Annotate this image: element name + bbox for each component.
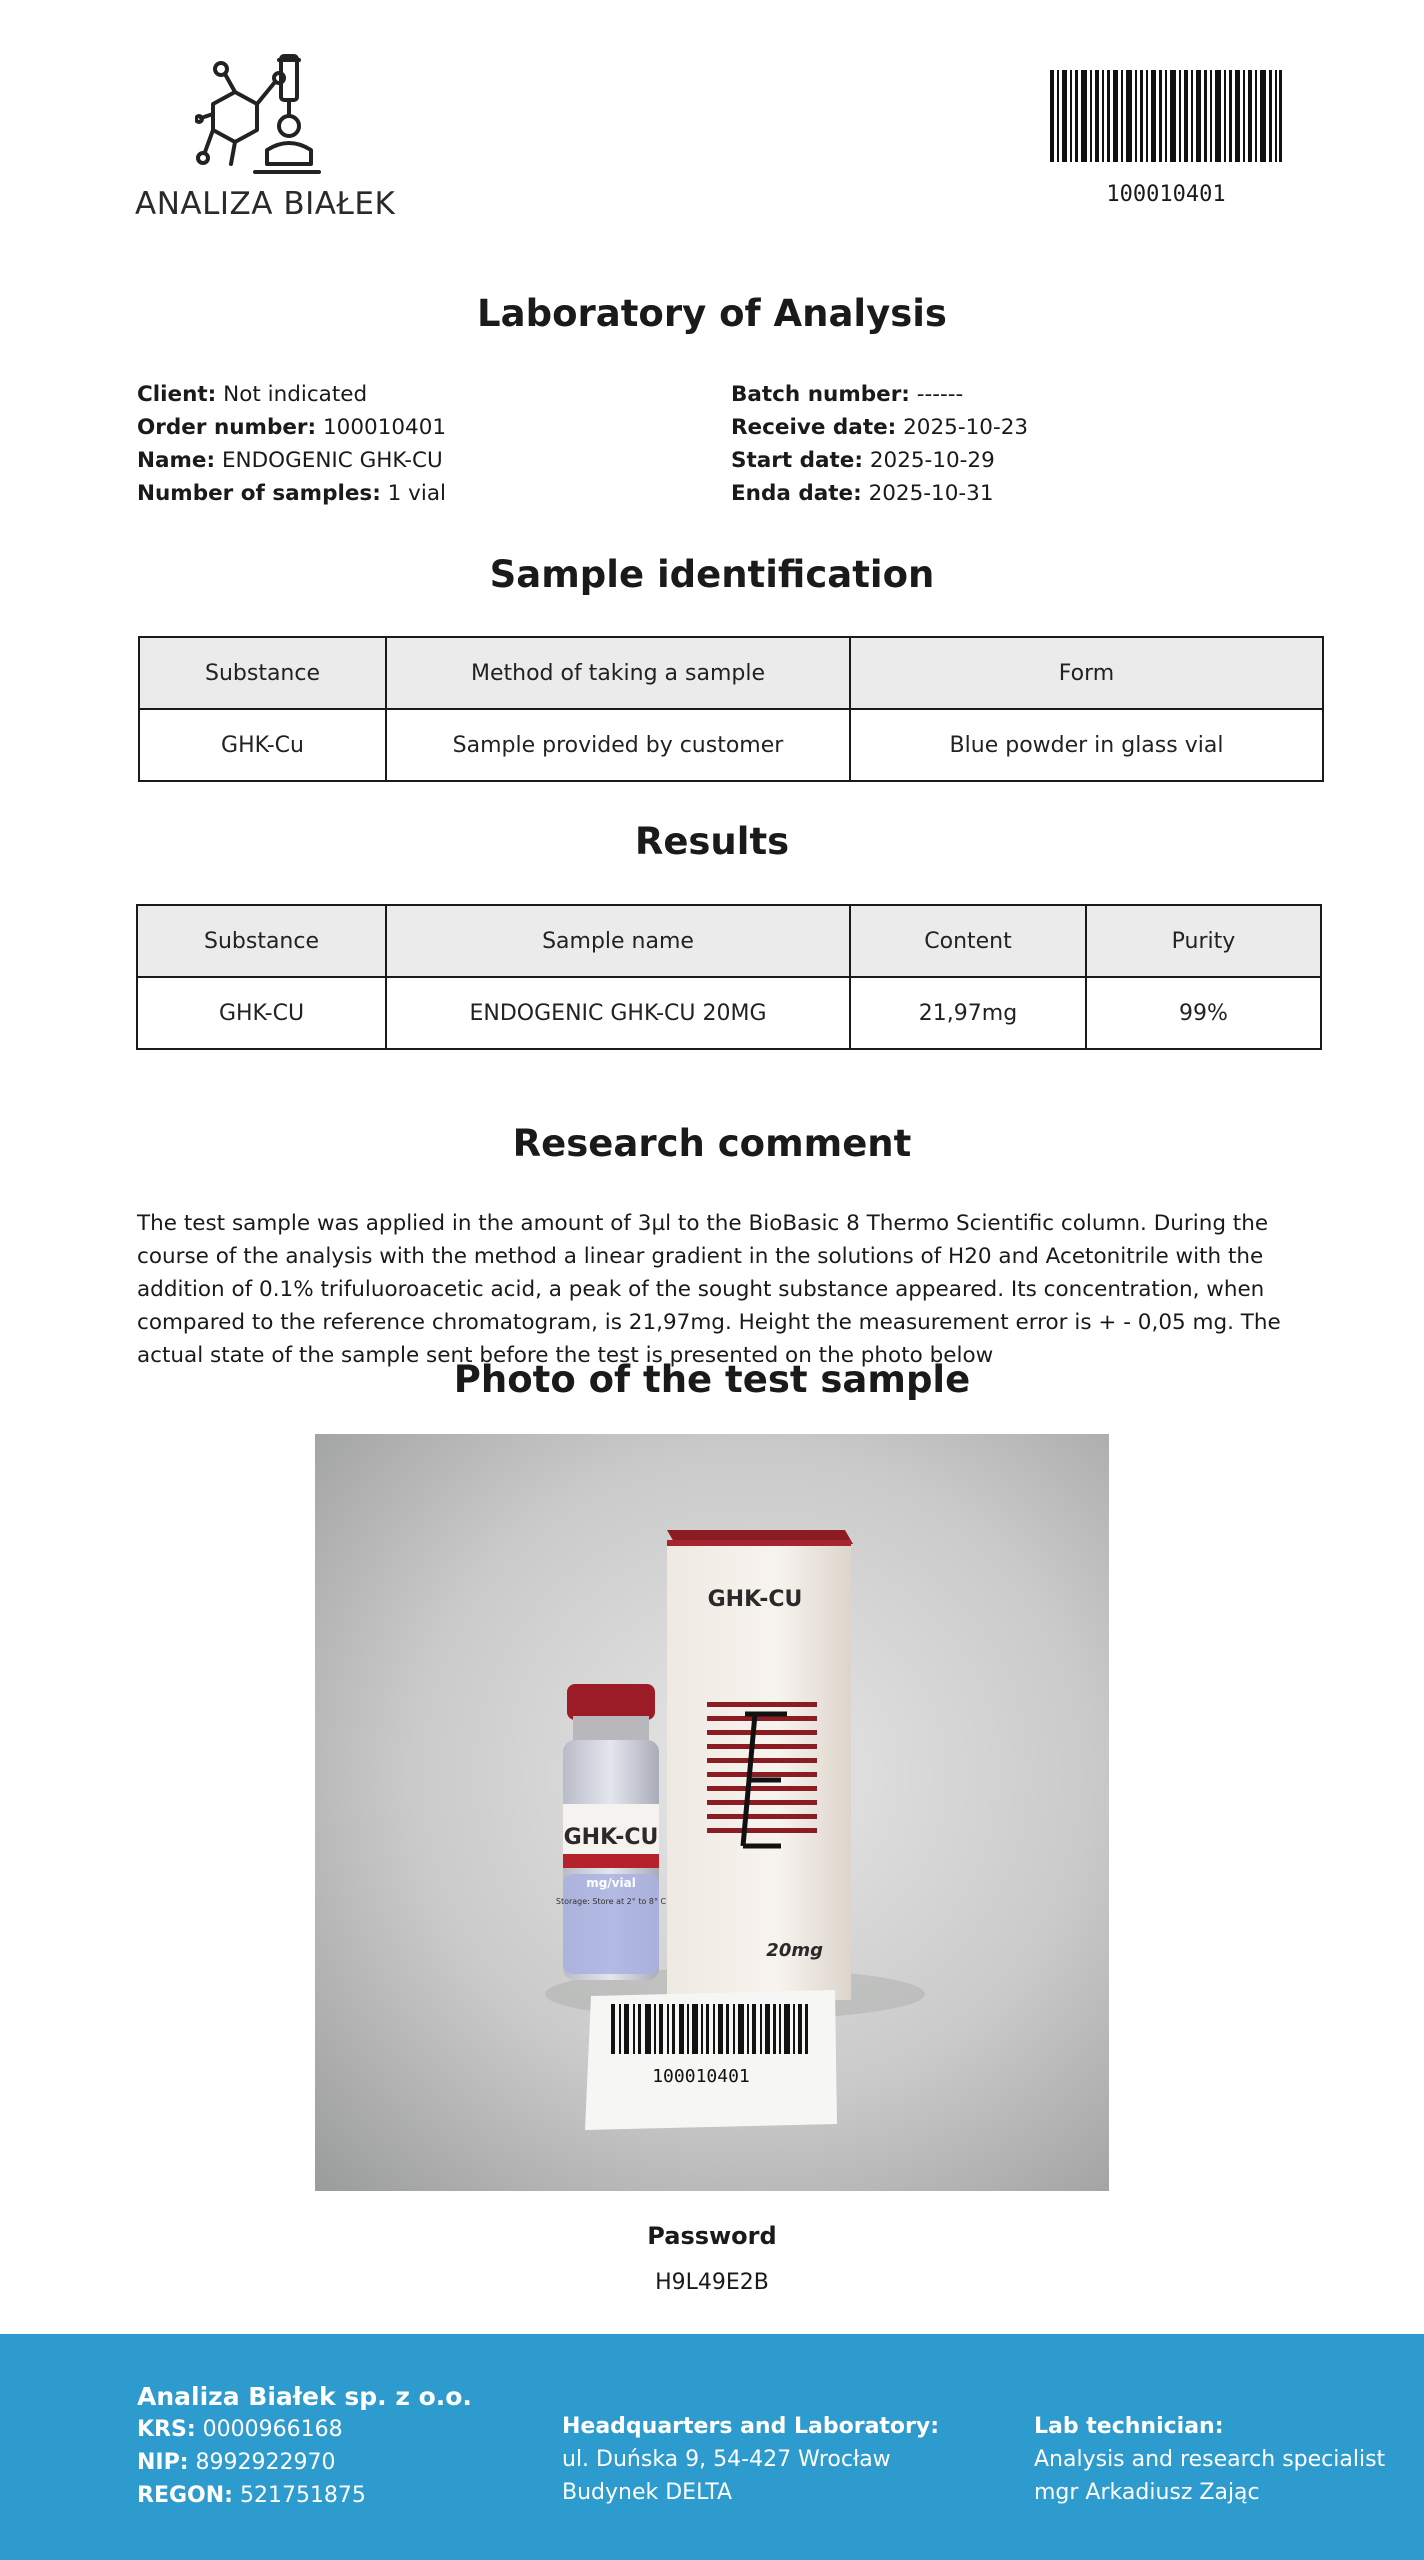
table-header-cell: Substance — [139, 637, 386, 709]
vial-tag: mg/vial — [586, 1876, 636, 1890]
hq-address-line1: ul. Duńska 9, 54-427 Wrocław — [562, 2447, 891, 2472]
results-table — [136, 904, 1322, 1050]
company-logo — [135, 52, 396, 222]
table-cell: GHK-CU — [137, 977, 386, 1049]
receive-date-value: 2025-10-23 — [903, 415, 1029, 440]
table-row — [139, 709, 1323, 781]
start-date-value: 2025-10-29 — [869, 448, 995, 473]
box-label: GHK-CU — [707, 1587, 803, 1612]
footer-headquarters — [562, 2410, 939, 2509]
batch-row — [731, 378, 1028, 411]
order-info-right — [731, 378, 1028, 510]
table-cell: GHK-Cu — [139, 709, 386, 781]
krs-value: 0000966168 — [202, 2417, 343, 2442]
tech-title: Lab technician: — [1034, 2414, 1224, 2439]
photo-barcode-number: 100010401 — [652, 2066, 750, 2087]
samples-row — [137, 477, 446, 510]
name-row — [137, 444, 446, 477]
regon-label: REGON: — [137, 2483, 233, 2508]
password-value: H9L49E2B — [655, 2270, 769, 2295]
table-cell: 99% — [1086, 977, 1321, 1049]
molecule-microscope-icon — [195, 52, 325, 180]
end-date-row — [731, 477, 1028, 510]
table-header-cell: Substance — [137, 905, 386, 977]
company-name: Analiza Białek sp. z o.o. — [137, 2382, 472, 2411]
client-value: Not indicated — [223, 382, 368, 407]
table-cell: Blue powder in glass vial — [850, 709, 1323, 781]
nip-label: NIP: — [137, 2450, 189, 2475]
order-number-value: 100010401 — [322, 415, 447, 440]
krs-label: KRS: — [137, 2417, 196, 2442]
footer — [0, 2334, 1424, 2560]
research-comment-text: The test sample was applied in the amount of 3µl to the BioBasic 8 Thermo Scientific column. During the course of the analysis with the method a linear gradient in the solutions of H20 and Acetonitrile with the addition of 0.1% trifuluoroacetic acid, a peak of the sought substance appeared. Its concentration, when compared to the reference chromatogram, is 21,97mg. Height the measurement error is + - 0,05 mg. The actual state of the sample sent before the test is presented on the photo below — [137, 1211, 1281, 1368]
table-cell: 21,97mg — [850, 977, 1086, 1049]
client-label: Client: — [137, 382, 217, 407]
footer-lab-technician — [1034, 2410, 1385, 2509]
hq-title: Headquarters and Laboratory: — [562, 2414, 940, 2439]
regon-value: 521751875 — [239, 2483, 366, 2508]
table-header-cell: Sample name — [386, 905, 850, 977]
vial-storage: Storage: Store at 2° to 8° C — [555, 1897, 667, 1906]
samples-label: Number of samples: — [137, 481, 381, 506]
batch-label: Batch number: — [731, 382, 910, 407]
name-label: Name: — [137, 448, 216, 473]
order-number-label: Order number: — [137, 415, 317, 440]
nip-value: 8992922970 — [195, 2450, 336, 2475]
sample-photo — [315, 1434, 1109, 2191]
table-header-cell: Content — [850, 905, 1086, 977]
page-title: Laboratory of Analysis — [477, 292, 947, 335]
barcode-icon — [1050, 70, 1282, 162]
start-date-label: Start date: — [731, 448, 863, 473]
table-header-row — [139, 637, 1323, 709]
table-row — [137, 977, 1321, 1049]
nip-row — [137, 2446, 472, 2479]
krs-row — [137, 2413, 472, 2446]
hq-address-line2: Budynek DELTA — [562, 2480, 733, 2505]
order-number-row — [137, 411, 446, 444]
sample-identification-table — [138, 636, 1324, 782]
start-date-row — [731, 444, 1028, 477]
order-barcode — [1048, 70, 1284, 207]
batch-value: ------ — [916, 382, 964, 407]
table-header-cell: Purity — [1086, 905, 1321, 977]
name-value: ENDOGENIC GHK-CU — [221, 448, 443, 473]
password-label: Password — [647, 2222, 777, 2250]
logo-text: ANALIZA BIAŁEK — [135, 186, 396, 222]
sample-photo-illustration — [315, 1434, 1109, 2191]
sample-identification-heading: Sample identification — [489, 553, 935, 596]
order-info-left — [137, 378, 446, 510]
table-cell: ENDOGENIC GHK-CU 20MG — [386, 977, 850, 1049]
footer-company-info — [137, 2380, 472, 2512]
client-row — [137, 378, 446, 411]
end-date-label: Enda date: — [731, 481, 862, 506]
regon-row — [137, 2479, 472, 2512]
research-comment-heading: Research comment — [512, 1122, 912, 1165]
tech-line1: Analysis and research specialist — [1034, 2447, 1386, 2472]
receive-date-row — [731, 411, 1028, 444]
photo-heading: Photo of the test sample — [453, 1358, 971, 1401]
box-dose: 20mg — [766, 1940, 823, 1961]
barcode-number: 100010401 — [1106, 182, 1226, 207]
receive-date-label: Receive date: — [731, 415, 897, 440]
samples-value: 1 vial — [387, 481, 447, 506]
end-date-value: 2025-10-31 — [868, 481, 994, 506]
vial-label: GHK-CU — [563, 1825, 659, 1850]
tech-line2: mgr Arkadiusz Zając — [1034, 2480, 1260, 2505]
table-header-cell: Form — [850, 637, 1323, 709]
results-heading: Results — [634, 820, 790, 863]
table-header-cell: Method of taking a sample — [386, 637, 850, 709]
table-cell: Sample provided by customer — [386, 709, 850, 781]
table-header-row — [137, 905, 1321, 977]
